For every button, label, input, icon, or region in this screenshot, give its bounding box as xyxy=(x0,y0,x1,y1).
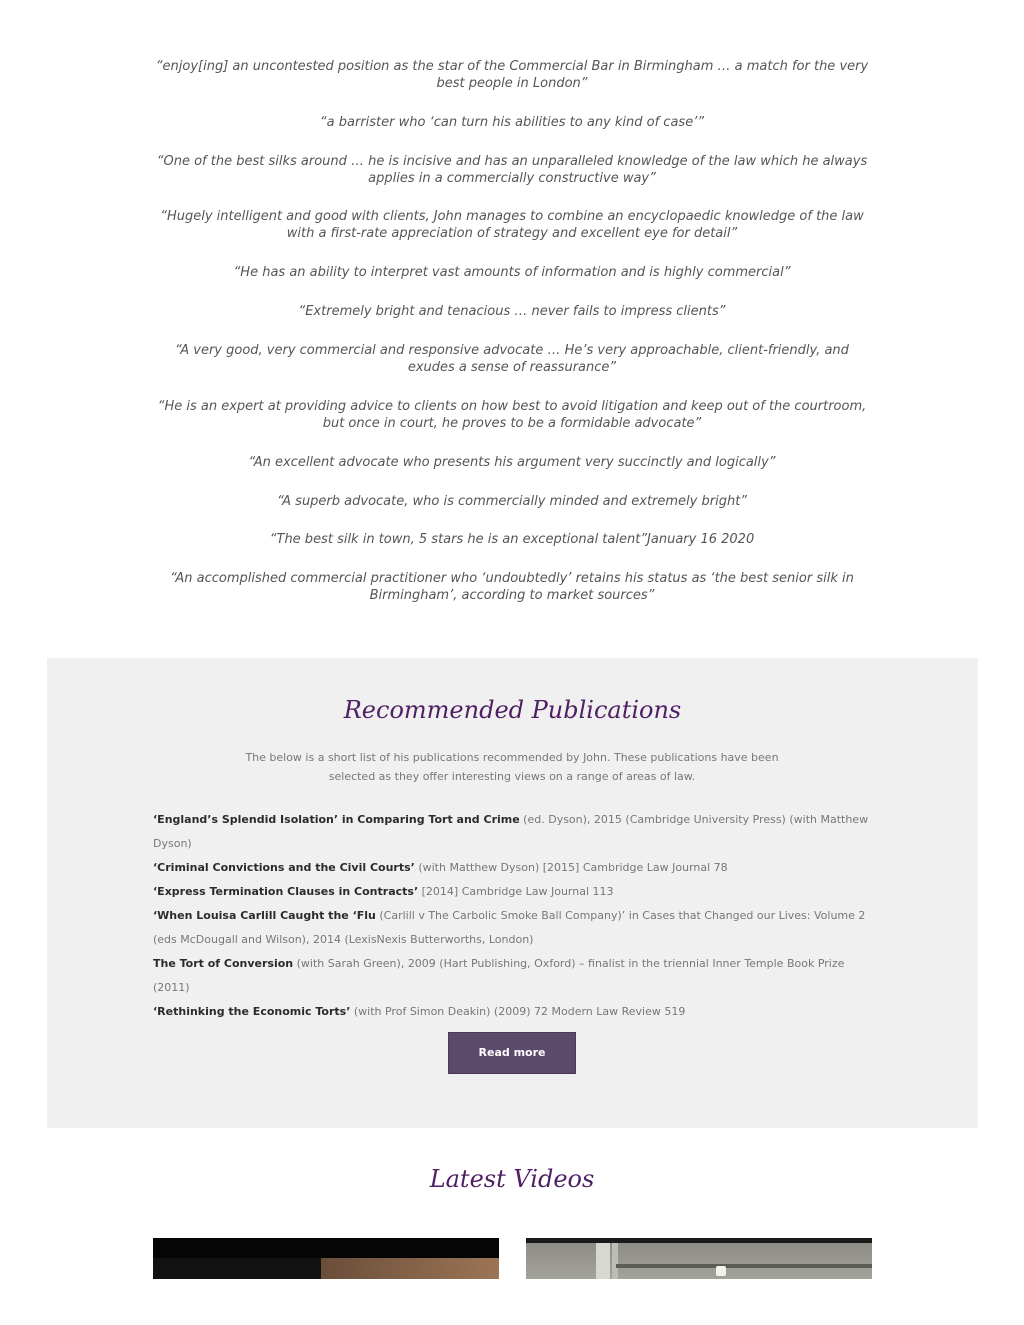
publication-detail: (with Prof Simon Deakin) (2009) 72 Modern Law Review 519 xyxy=(350,1005,686,1018)
video-frame-shadow xyxy=(153,1238,499,1258)
testimonial-quote: “He has an ability to interpret vast amounts of information and is highly commercial” xyxy=(233,265,791,280)
video-thumbnail[interactable] xyxy=(526,1238,872,1279)
publications-heading: Recommended Publications xyxy=(343,696,682,724)
publication-title: ‘Express Termination Clauses in Contracts’ xyxy=(153,885,419,898)
publication-detail: [2014] Cambridge Law Journal 113 xyxy=(418,885,614,898)
testimonial-quote: “Extremely bright and tenacious … never fails to impress clients” xyxy=(298,304,726,319)
publication-item xyxy=(153,904,873,952)
testimonial-quote: “One of the best silks around … he is incisive and has an unparalleled knowledge of the law which he always applies in a commercially constructive way” xyxy=(156,154,868,186)
publication-detail: (ed. Dyson), 2015 (Cambridge University Press) (with Matthew Dyson) xyxy=(153,813,869,850)
publication-detail: (Carlill v The Carbolic Smoke Ball Company)’ in Cases that Changed our Lives: Volume 2 (eds McDougall and Wilson), 2014 (LexisNexis Butterworths, London) xyxy=(153,909,866,946)
testimonial-quote: “The best silk in town, 5 stars he is an exceptional talent”January 16 2020 xyxy=(269,532,755,547)
publication-title: The Tort of Conversion xyxy=(153,957,294,970)
video-frame-shelf xyxy=(616,1264,872,1268)
publication-title: ‘When Louisa Carlill Caught the ‘Flu xyxy=(153,909,376,922)
recommended-publications-section xyxy=(47,658,978,1128)
testimonial-quote: “A superb advocate, who is commercially minded and extremely bright” xyxy=(276,494,748,509)
testimonial-quote: “An excellent advocate who presents his argument very succinctly and logically” xyxy=(248,455,776,470)
publication-title: ‘Rethinking the Economic Torts’ xyxy=(153,1005,351,1018)
publication-item xyxy=(153,856,873,880)
publications-intro: The below is a short list of his publications recommended by John. These publications have been selected as they offer interesting views on a range of areas of law. xyxy=(245,751,779,783)
publication-item xyxy=(153,880,873,904)
video-frame-pillar xyxy=(596,1243,610,1279)
publication-title: ‘England’s Splendid Isolation’ in Comparing Tort and Crime xyxy=(153,813,520,826)
testimonial-quote: “Hugely intelligent and good with clients, John manages to combine an encyclopaedic knowledge of the law with a first-rate appreciation of strategy and excellent eye for detail” xyxy=(160,209,864,241)
testimonial-quote: “An accomplished commercial practitioner who ‘undoubtedly’ retains his status as ‘the best senior silk in Birmingham’, according to market sources” xyxy=(170,571,854,603)
publication-title: ‘Criminal Convictions and the Civil Courts’ xyxy=(153,861,415,874)
video-frame-pillar xyxy=(612,1243,618,1279)
testimonial-quote: “He is an expert at providing advice to clients on how best to avoid litigation and keep out of the courtroom, but once in court, he proves to be a formidable advocate” xyxy=(157,399,867,431)
video-frame-dark-area xyxy=(153,1258,321,1279)
publication-item xyxy=(153,808,873,856)
publication-item xyxy=(153,1000,873,1024)
publication-list xyxy=(153,808,873,1024)
video-frame-wall xyxy=(321,1258,499,1279)
latest-videos-heading: Latest Videos xyxy=(429,1165,595,1193)
testimonial-quote: “A very good, very commercial and responsive advocate … He’s very approachable, client-friendly, and exudes a sense of reassurance” xyxy=(175,343,849,375)
video-thumbnail[interactable] xyxy=(153,1238,499,1279)
read-more-button[interactable]: Read more xyxy=(448,1032,576,1074)
publication-detail: (with Sarah Green), 2009 (Hart Publishing, Oxford) – finalist in the triennial Inner Temple Book Prize (2011) xyxy=(153,957,845,994)
video-frame-light xyxy=(716,1266,726,1276)
testimonial-quote: “enjoy[ing] an uncontested position as the star of the Commercial Bar in Birmingham … a match for the very best people in London” xyxy=(155,59,869,91)
testimonial-quote: “a barrister who ‘can turn his abilities to any kind of case’” xyxy=(319,115,705,130)
publication-detail: (with Matthew Dyson) [2015] Cambridge Law Journal 78 xyxy=(414,861,728,874)
publication-item xyxy=(153,952,873,1000)
